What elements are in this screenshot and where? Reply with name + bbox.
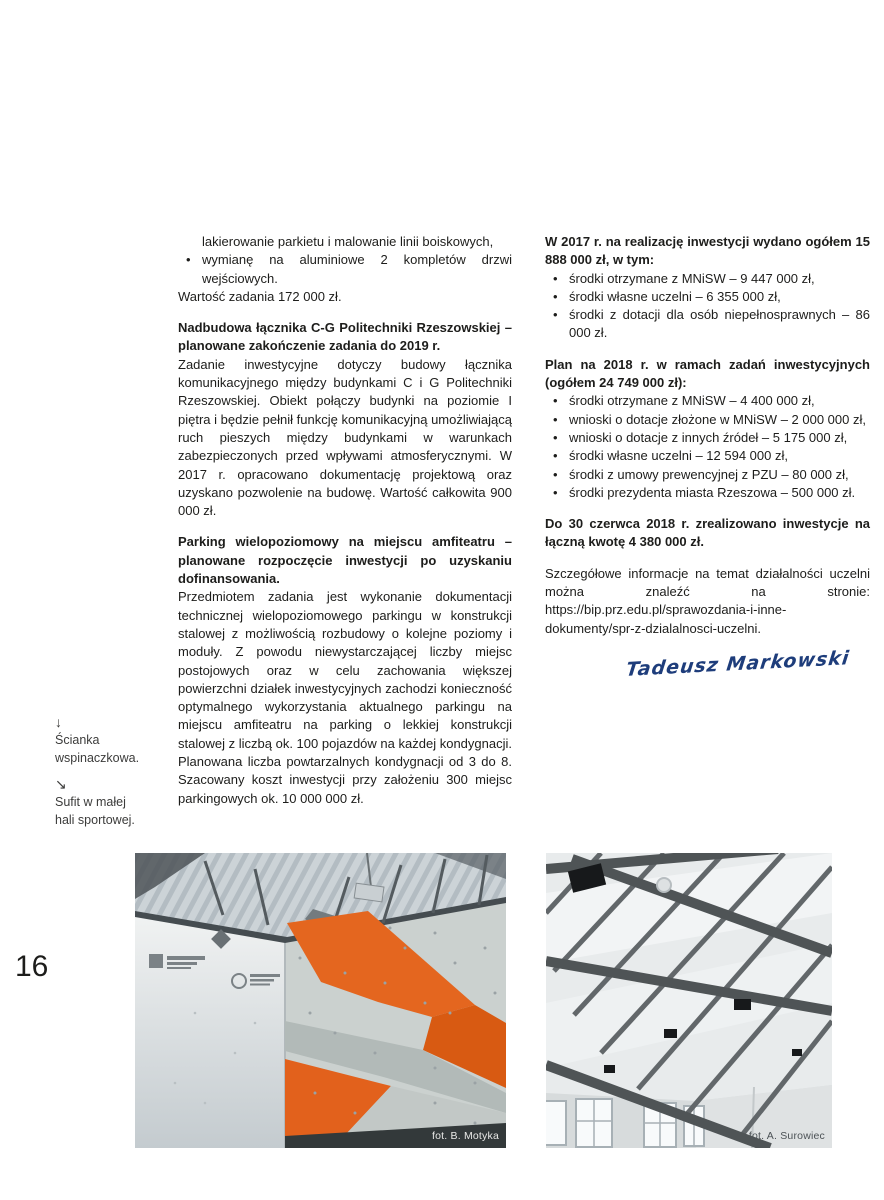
rector-signature: Tadeusz Markowski — [625, 646, 852, 681]
info-paragraph-block — [545, 565, 870, 638]
list-item — [545, 466, 870, 484]
right-text-column — [545, 233, 870, 681]
list-item-text: wnioski o dotacje złożone w MNiSW – 2 000 000 zł, — [569, 411, 866, 427]
margin-note-text: Sufit w małej hali sportowej. — [55, 795, 135, 827]
list-item-text: środki własne uczelni – 12 594 000 zł, — [569, 448, 788, 464]
list-item-text: lakierowanie parkietu i malowanie linii boiskowych, — [202, 234, 494, 249]
left-wall — [135, 917, 285, 1148]
bullet-icon — [545, 484, 569, 502]
page-number: 16 — [15, 950, 49, 983]
section-realized-2018 — [545, 515, 870, 552]
list-item-text: środki własne uczelni – 6 355 000 zł, — [569, 288, 781, 304]
carryover-list-block — [178, 233, 512, 306]
section-plan-2018 — [545, 356, 870, 502]
section-heading: Do 30 czerwca 2018 r. zrealizowano inwestycje na łączną kwotę 4 380 000 zł. — [545, 516, 870, 550]
list-item — [545, 411, 870, 429]
section-body: Zadanie inwestycyjne dotyczy budowy łącznika komunikacyjnego między budynkami C i G Politechniki Rzeszowskiej. Obiekt połączy budynki na poziomie I piętra i będzie pełnił funkcję komunikacyjną umożliwiającą ruch pieszych między budynkami w warunkach zabezpieczonych przed wpływami atmosferycznymi. W 2017 r. opracowano dokumentację projektową oraz uzyskano pozwolenie na budowę. Wartość całkowita 900 000 zł. — [178, 356, 512, 519]
list-item-text: wymianę na aluminiowe 2 kompletów drzwi wejściowych. — [202, 252, 512, 286]
bullet-icon — [545, 447, 569, 465]
list-item-text: środki otrzymane z MNiSW – 4 400 000 zł, — [569, 393, 815, 409]
bullet-icon — [545, 306, 569, 343]
section-heading: Nadbudowa łącznika C-G Politechniki Rzeszowskiej – planowane zakończenie zadania do 2019 r. — [178, 320, 512, 354]
list-item — [178, 251, 512, 288]
list-item — [545, 288, 870, 306]
photo-credit: fot. A. Surowiec — [748, 1130, 825, 1142]
section-spending-2017 — [545, 233, 870, 343]
left-text-column — [178, 233, 512, 808]
photo-climbing-wall — [135, 853, 506, 1148]
margin-note-ceiling — [55, 776, 147, 829]
bullet-icon — [545, 466, 569, 484]
bullet-icon — [545, 270, 569, 288]
section-body: Przedmiotem zadania jest wykonanie dokumentacji technicznej wielopoziomowego parkingu w konstrukcji stalowej z możliwością rozbudowy o kolejne poziomy i moduły. Z powodu niewystarczającej liczby miejsc postojowych oraz w celu zachowania większej powierzchni działek inwestycyjnych zachodzi konieczność optymalnego wykorzystania aktualnego parkingu na miejscu amfiteatru na parking o lekkiej konstrukcji stalowej z liczbą ok. 100 pojazdów na każdej kondygnacji. Planowana liczba powtarzalnych kondygnacji od 3 do 8. Szacowany koszt inwestycji przy założeniu 300 miejsc parkingowych ok. 10 000 000 zł. — [178, 589, 512, 806]
margin-note-climbing-wall — [55, 714, 147, 767]
down-arrow-icon: ↓ — [55, 714, 62, 730]
list-item-text: wnioski o dotacje z innych źródeł – 5 175 000 zł, — [569, 429, 848, 445]
bullet-icon — [545, 429, 569, 447]
list-item — [545, 270, 870, 288]
photo-credit: fot. B. Motyka — [432, 1130, 499, 1142]
bullet-icon — [545, 392, 569, 410]
section-heading: Parking wielopoziomowy na miejscu amfiteatru – planowane rozpoczęcie inwestycji po uzyskaniu dofinansowania. — [178, 534, 512, 587]
list-item-text: środki z dotacji dla osób niepełnosprawnych – 86 000 zł. — [569, 307, 870, 341]
list-item — [178, 233, 512, 251]
task-value-line: Wartość zadania 172 000 zł. — [178, 288, 342, 304]
down-right-arrow-icon: ↘ — [55, 776, 67, 792]
info-paragraph: Szczegółowe informacje na temat działalności uczelni można znaleźć na stronie: https://bip.prz.edu.pl/sprawozdania-i-inne-dokumenty/spr-z-dzialalnosci-uczelni. — [545, 565, 870, 636]
list-item — [545, 447, 870, 465]
ceiling-illustration — [546, 853, 832, 1148]
bullet-icon — [545, 411, 569, 429]
margin-notes — [55, 714, 147, 829]
list-item — [545, 306, 870, 343]
list-item — [545, 484, 870, 502]
list-item-text: środki prezydenta miasta Rzeszowa – 500 000 zł. — [569, 484, 856, 500]
list-item — [545, 392, 870, 410]
list-item — [545, 429, 870, 447]
section-parking — [178, 533, 512, 807]
bullet-icon — [178, 251, 202, 288]
bullet-icon — [545, 288, 569, 306]
list-item-text: środki otrzymane z MNiSW – 9 447 000 zł, — [569, 270, 815, 286]
margin-note-text: Ścianka wspinaczkowa. — [55, 733, 140, 765]
list-item-text: środki z umowy prewencyjnej z PZU – 80 000 zł, — [569, 466, 849, 482]
section-heading: Plan na 2018 r. w ramach zadań inwestycyjnych (ogółem 24 749 000 zł): — [545, 356, 870, 391]
section-nadbudowa — [178, 319, 512, 520]
climbing-wall-illustration — [135, 853, 506, 1148]
photo-hall-ceiling — [546, 853, 832, 1148]
ceiling-sensor — [657, 878, 671, 892]
section-heading: W 2017 r. na realizację inwestycji wydano ogółem 15 888 000 zł, w tym: — [545, 234, 870, 268]
